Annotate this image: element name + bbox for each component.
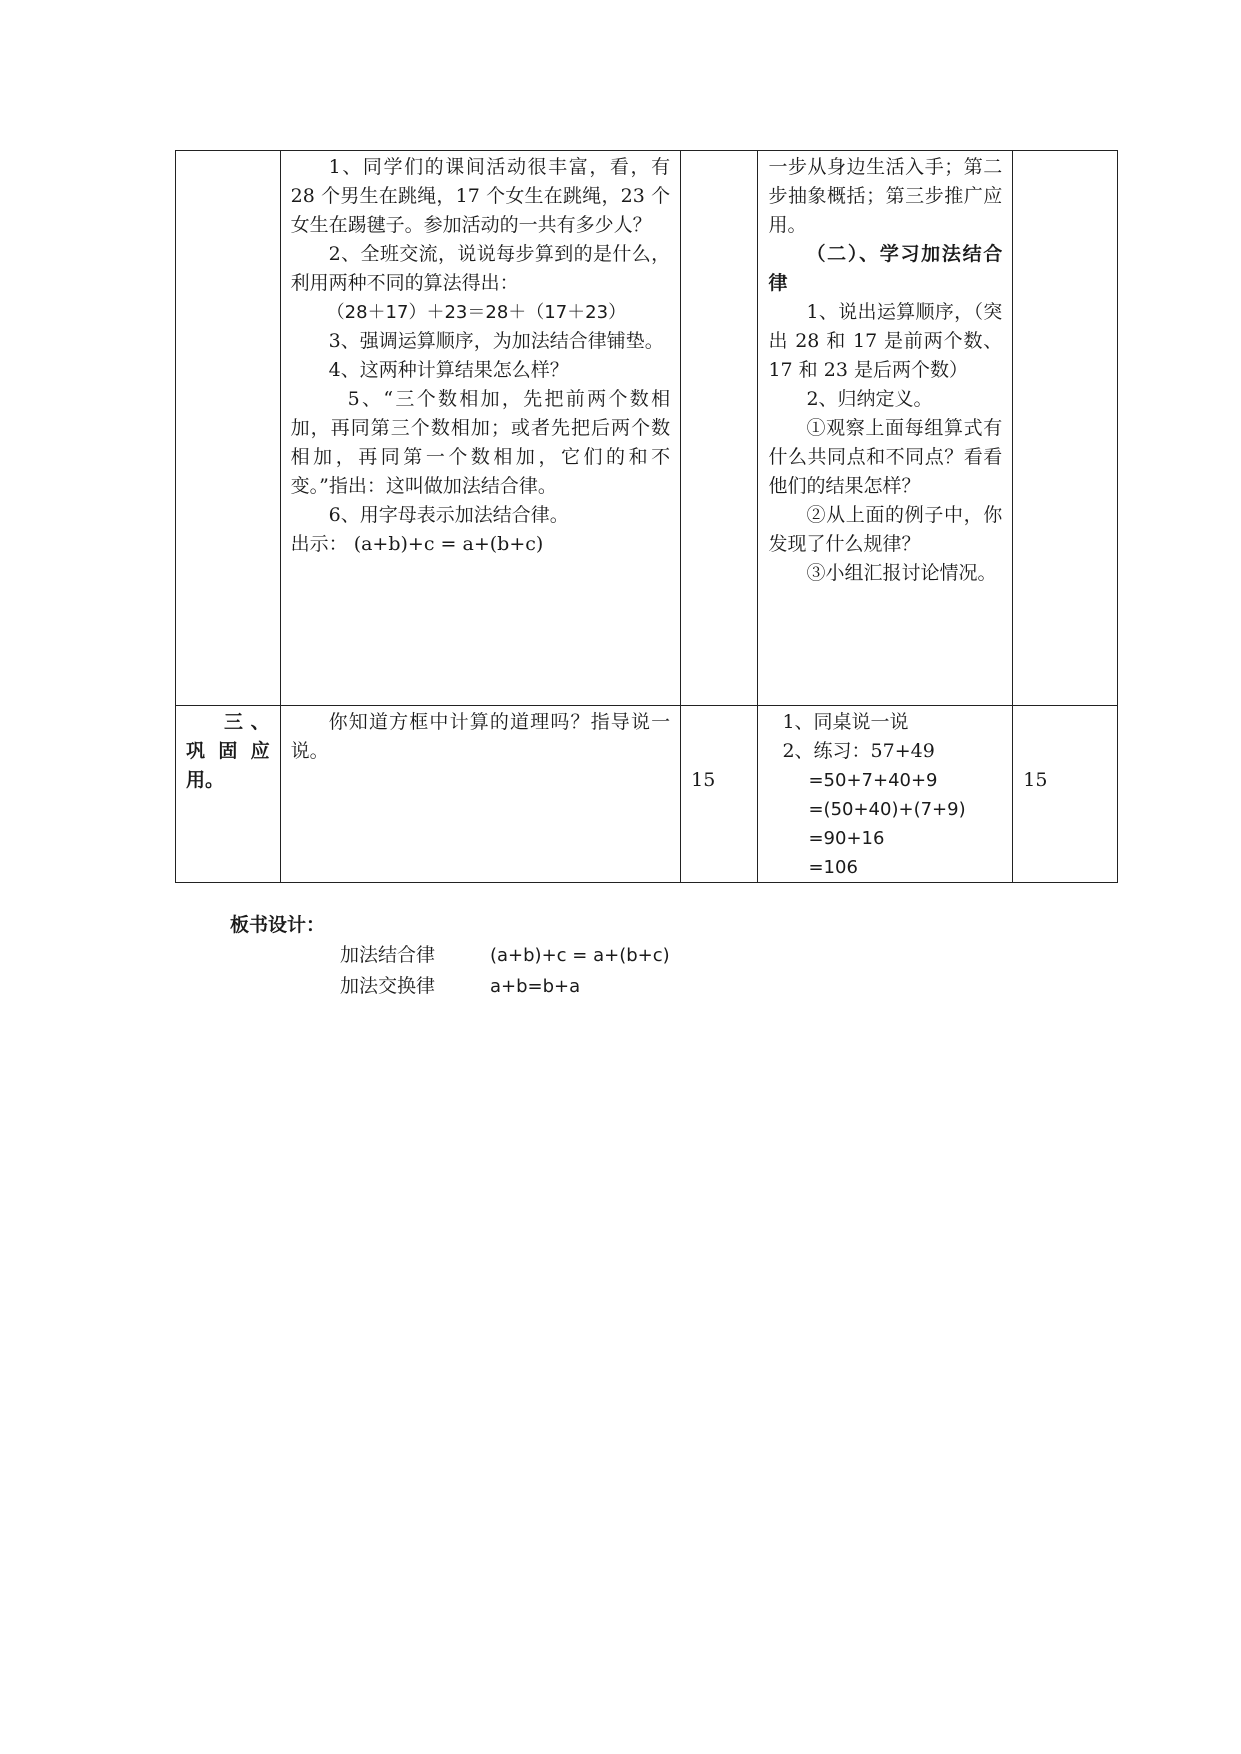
time-cell bbox=[1013, 151, 1118, 706]
board-line bbox=[340, 940, 670, 971]
calc-step: =(50+40)+(7+9) bbox=[808, 799, 966, 820]
paragraph: 2、归纳定义。 bbox=[806, 388, 933, 410]
stage-cell bbox=[176, 151, 281, 706]
teacher-activity-cell bbox=[280, 151, 680, 706]
paragraph: 一步从身边生活入手；第二步抽象概括；第三步推广应用。 bbox=[768, 156, 1003, 236]
paragraph: 4、这两种计算结果怎么样？ bbox=[328, 359, 569, 381]
paragraph: 5、“三个数相加，先把前两个数相加，再同第三个数相加；或者先把后两个数相加，再同第一个数相加，它们的和不变。”指出：这叫做加法结合律。 bbox=[290, 388, 671, 497]
paragraph: ③小组汇报讨论情况。 bbox=[806, 562, 997, 584]
law-name: 加法结合律 bbox=[340, 944, 436, 966]
paragraph: 你知道方框中计算的道理吗？指导说一说。 bbox=[290, 711, 671, 762]
paragraph: ②从上面的例子中，你发现了什么规律？ bbox=[768, 504, 1003, 555]
law-formula: a+b=b+a bbox=[490, 976, 581, 997]
stage-cell bbox=[176, 706, 281, 883]
section-heading: （二）、学习加法结合律 bbox=[768, 243, 1003, 294]
formula-line: 出示： (a+b)+c = a+(b+c) bbox=[290, 533, 544, 555]
paragraph: 2、练习：57+49 bbox=[782, 740, 935, 762]
board-design bbox=[230, 910, 670, 1002]
paragraph: 1、同桌说一说 bbox=[782, 711, 909, 733]
time-value: 15 bbox=[1023, 769, 1048, 791]
calc-step: =50+7+40+9 bbox=[808, 770, 938, 791]
stage-title: 三、巩固应用。 bbox=[186, 711, 270, 791]
time-value: 15 bbox=[691, 769, 716, 791]
board-line bbox=[340, 971, 670, 1002]
paragraph: 3、强调运算顺序，为加法结合律铺垫。 bbox=[328, 330, 664, 352]
paragraph: 2、全班交流，说说每步算到的是什么，利用两种不同的算法得出： bbox=[290, 243, 671, 294]
paragraph: ①观察上面每组算式有什么共同点和不同点？看看他们的结果怎样？ bbox=[768, 417, 1003, 497]
time-cell bbox=[681, 151, 758, 706]
board-heading: 板书设计： bbox=[230, 914, 326, 936]
table-row bbox=[176, 706, 1118, 883]
student-activity-cell bbox=[758, 151, 1013, 706]
time-cell bbox=[681, 706, 758, 883]
paragraph: 1、说出运算顺序，（突出 28 和 17 是前两个数、17 和 23 是后两个数） bbox=[768, 301, 1003, 381]
table-row bbox=[176, 151, 1118, 706]
student-activity-cell bbox=[758, 706, 1013, 883]
lesson-plan-table bbox=[175, 150, 1118, 883]
formula-line: （28＋17）＋23＝28＋（17＋23） bbox=[326, 302, 627, 323]
law-name: 加法交换律 bbox=[340, 975, 436, 997]
calc-step: =106 bbox=[808, 857, 858, 878]
law-formula: (a+b)+c = a+(b+c) bbox=[490, 945, 670, 966]
paragraph: 1、同学们的课间活动很丰富，看，有 28 个男生在跳绳，17 个女生在跳绳，23 个女生在踢毽子。参加活动的一共有多少人？ bbox=[290, 156, 671, 236]
time-cell bbox=[1013, 706, 1118, 883]
teacher-activity-cell bbox=[280, 706, 680, 883]
paragraph: 6、用字母表示加法结合律。 bbox=[328, 504, 569, 526]
calc-step: =90+16 bbox=[808, 828, 885, 849]
